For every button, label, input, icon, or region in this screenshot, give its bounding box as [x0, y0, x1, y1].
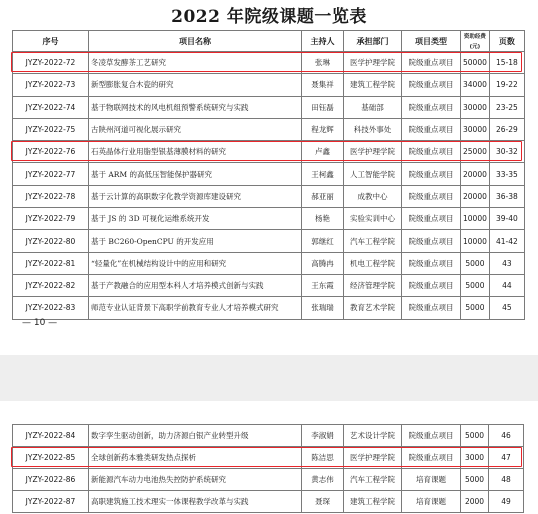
project-department: 实验实训中心: [344, 208, 402, 230]
table-row: [13, 52, 525, 74]
document-title: 2022 年院级课题一览表: [171, 7, 367, 27]
project-pages: 47: [489, 447, 524, 469]
project-name: 基于产教融合的应用型本科人才培养模式创新与实践: [89, 274, 302, 296]
project-department: 基础部: [344, 96, 402, 118]
project-type: 院级重点项目: [402, 230, 461, 252]
table-header-row: [13, 31, 525, 52]
project-type: 院级重点项目: [402, 297, 461, 319]
header-department: 承担部门: [344, 31, 402, 52]
project-department: 机电工程学院: [344, 252, 402, 274]
header-serial: 序号: [13, 31, 89, 52]
project-department: 科技外事处: [344, 118, 402, 140]
project-funding: 30000: [461, 118, 490, 140]
header-funding-line2: (元): [469, 44, 481, 50]
project-funding: 5000: [461, 252, 490, 274]
project-pages: 23-25: [489, 96, 524, 118]
project-type: 院级重点项目: [402, 141, 461, 163]
table-row: [13, 230, 525, 252]
project-leader: 聂琛: [302, 491, 344, 513]
header-funding-line1: 资助经费: [463, 34, 486, 40]
table-row: [13, 163, 525, 185]
project-pages: 45: [489, 297, 524, 319]
project-leader: 聂集祥: [302, 74, 344, 96]
project-name: 冬凌草发酵茶工艺研究: [89, 52, 302, 74]
header-leader: 主持人: [302, 31, 344, 52]
table-row: [13, 96, 525, 118]
project-code: JYZY-2022-77: [13, 163, 89, 185]
project-funding: 30000: [461, 96, 490, 118]
project-funding: 20000: [461, 163, 490, 185]
project-name: 高职建筑施工技术理实一体课程教学改革与实践: [89, 491, 302, 513]
header-type: 项目类型: [402, 31, 461, 52]
project-pages: 43: [489, 252, 524, 274]
project-type: 院级重点项目: [402, 118, 461, 140]
project-code: JYZY-2022-81: [13, 252, 89, 274]
table-row: [13, 274, 525, 296]
project-name: “轻量化”在机械结构设计中的应用和研究: [89, 252, 302, 274]
header-pages: 页数: [489, 31, 524, 52]
project-funding: 50000: [461, 52, 490, 74]
project-type: 院级重点项目: [402, 425, 461, 447]
table-row: [13, 208, 525, 230]
project-pages: 46: [489, 425, 524, 447]
project-type: 院级重点项目: [402, 52, 461, 74]
table-row: [13, 469, 524, 491]
project-type: 院级重点项目: [402, 208, 461, 230]
project-name: 全球创新药本雅类研发热点探析: [89, 447, 302, 469]
project-code: JYZY-2022-78: [13, 185, 89, 207]
project-name: 基于物联网技术的风电机组预警系统研究与实践: [89, 96, 302, 118]
project-type: 院级重点项目: [402, 447, 461, 469]
project-pages: 15-18: [489, 52, 524, 74]
project-leader: 王东霞: [302, 274, 344, 296]
project-code: JYZY-2022-79: [13, 208, 89, 230]
project-leader: 郝亚丽: [302, 185, 344, 207]
project-code: JYZY-2022-74: [13, 96, 89, 118]
project-type: 院级重点项目: [402, 185, 461, 207]
project-name: 师范专业认证背景下高职学前教育专业人才培养模式研究: [89, 297, 302, 319]
project-leader: 卢鑫: [302, 141, 344, 163]
table-row: [13, 118, 525, 140]
project-type: 院级重点项目: [402, 274, 461, 296]
table-row: [13, 297, 525, 319]
page-number: — 10 —: [22, 318, 58, 328]
project-code: JYZY-2022-73: [13, 74, 89, 96]
project-department: 建筑工程学院: [344, 491, 402, 513]
project-funding: 20000: [461, 185, 490, 207]
project-name: 石英晶体行业用脂型银基薄膜材料的研究: [89, 141, 302, 163]
project-leader: 黄志伟: [302, 469, 344, 491]
project-code: JYZY-2022-72: [13, 52, 89, 74]
project-pages: 48: [489, 469, 524, 491]
project-pages: 33-35: [489, 163, 524, 185]
project-leader: 程龙辉: [302, 118, 344, 140]
header-funding: [461, 31, 490, 52]
project-type: 院级重点项目: [402, 96, 461, 118]
project-leader: 张瑞瑞: [302, 297, 344, 319]
table-row: [13, 185, 525, 207]
table-row: [13, 74, 525, 96]
project-leader: 王柯鑫: [302, 163, 344, 185]
project-name: 基于 JS 的 3D 可视化运维系统开发: [89, 208, 302, 230]
project-type: 院级重点项目: [402, 163, 461, 185]
project-type: 培育课题: [402, 491, 461, 513]
project-name: 基于云计算的高职数字化教学资源库建设研究: [89, 185, 302, 207]
project-funding: 2000: [461, 491, 489, 513]
project-name: 新能源汽车动力电池热失控防护系统研究: [89, 469, 302, 491]
project-funding: 5000: [461, 274, 490, 296]
project-leader: 陈洁思: [302, 447, 344, 469]
project-code: JYZY-2022-76: [13, 141, 89, 163]
project-code: JYZY-2022-85: [13, 447, 89, 469]
project-leader: 田钰磊: [302, 96, 344, 118]
project-code: JYZY-2022-86: [13, 469, 89, 491]
table-row: [13, 141, 525, 163]
project-pages: 19-22: [489, 74, 524, 96]
project-department: 医学护理学院: [344, 141, 402, 163]
project-department: 建筑工程学院: [344, 74, 402, 96]
table-row: [13, 425, 524, 447]
project-type: 培育课题: [402, 469, 461, 491]
project-department: 汽车工程学院: [344, 469, 402, 491]
project-leader: 高腾冉: [302, 252, 344, 274]
project-code: JYZY-2022-75: [13, 118, 89, 140]
project-funding: 10000: [461, 208, 490, 230]
project-name: 基于 ARM 的高低压智能保护器研究: [89, 163, 302, 185]
page-gap: [0, 355, 538, 401]
project-department: 成教中心: [344, 185, 402, 207]
project-pages: 39-40: [489, 208, 524, 230]
project-type: 院级重点项目: [402, 252, 461, 274]
project-code: JYZY-2022-80: [13, 230, 89, 252]
project-funding: 3000: [461, 447, 489, 469]
project-funding: 5000: [461, 297, 490, 319]
project-pages: 41-42: [489, 230, 524, 252]
project-leader: 张琳: [302, 52, 344, 74]
project-pages: 36-38: [489, 185, 524, 207]
project-pages: 26-29: [489, 118, 524, 140]
project-leader: 郭继红: [302, 230, 344, 252]
project-type: 院级重点项目: [402, 74, 461, 96]
project-code: JYZY-2022-83: [13, 297, 89, 319]
table-row: [13, 491, 524, 513]
project-funding: 5000: [461, 469, 489, 491]
project-pages: 44: [489, 274, 524, 296]
table-row: [13, 447, 524, 469]
project-name: 数字孪生驱动创新，助力济源白银产业转型升级: [89, 425, 302, 447]
project-department: 教育艺术学院: [344, 297, 402, 319]
project-code: JYZY-2022-87: [13, 491, 89, 513]
project-name: 基于 BC260-OpenCPU 的开发应用: [89, 230, 302, 252]
project-department: 医学护理学院: [344, 447, 402, 469]
project-department: 人工智能学院: [344, 163, 402, 185]
project-table-continued: [12, 424, 524, 513]
project-department: 汽车工程学院: [344, 230, 402, 252]
project-table: [12, 30, 525, 320]
project-funding: 25000: [461, 141, 490, 163]
project-pages: 49: [489, 491, 524, 513]
project-pages: 30-32: [489, 141, 524, 163]
project-name: 古陕州河道可视化展示研究: [89, 118, 302, 140]
project-leader: 李淑娟: [302, 425, 344, 447]
project-funding: 5000: [461, 425, 489, 447]
document-page-2: [0, 401, 538, 514]
project-code: JYZY-2022-82: [13, 274, 89, 296]
header-name: 项目名称: [89, 31, 302, 52]
project-name: 新型膨胀复合木瓷的研究: [89, 74, 302, 96]
project-department: 经济管理学院: [344, 274, 402, 296]
project-department: 艺术设计学院: [344, 425, 402, 447]
project-code: JYZY-2022-84: [13, 425, 89, 447]
project-funding: 10000: [461, 230, 490, 252]
table-row: [13, 252, 525, 274]
project-department: 医学护理学院: [344, 52, 402, 74]
project-leader: 杨艳: [302, 208, 344, 230]
project-funding: 34000: [461, 74, 490, 96]
